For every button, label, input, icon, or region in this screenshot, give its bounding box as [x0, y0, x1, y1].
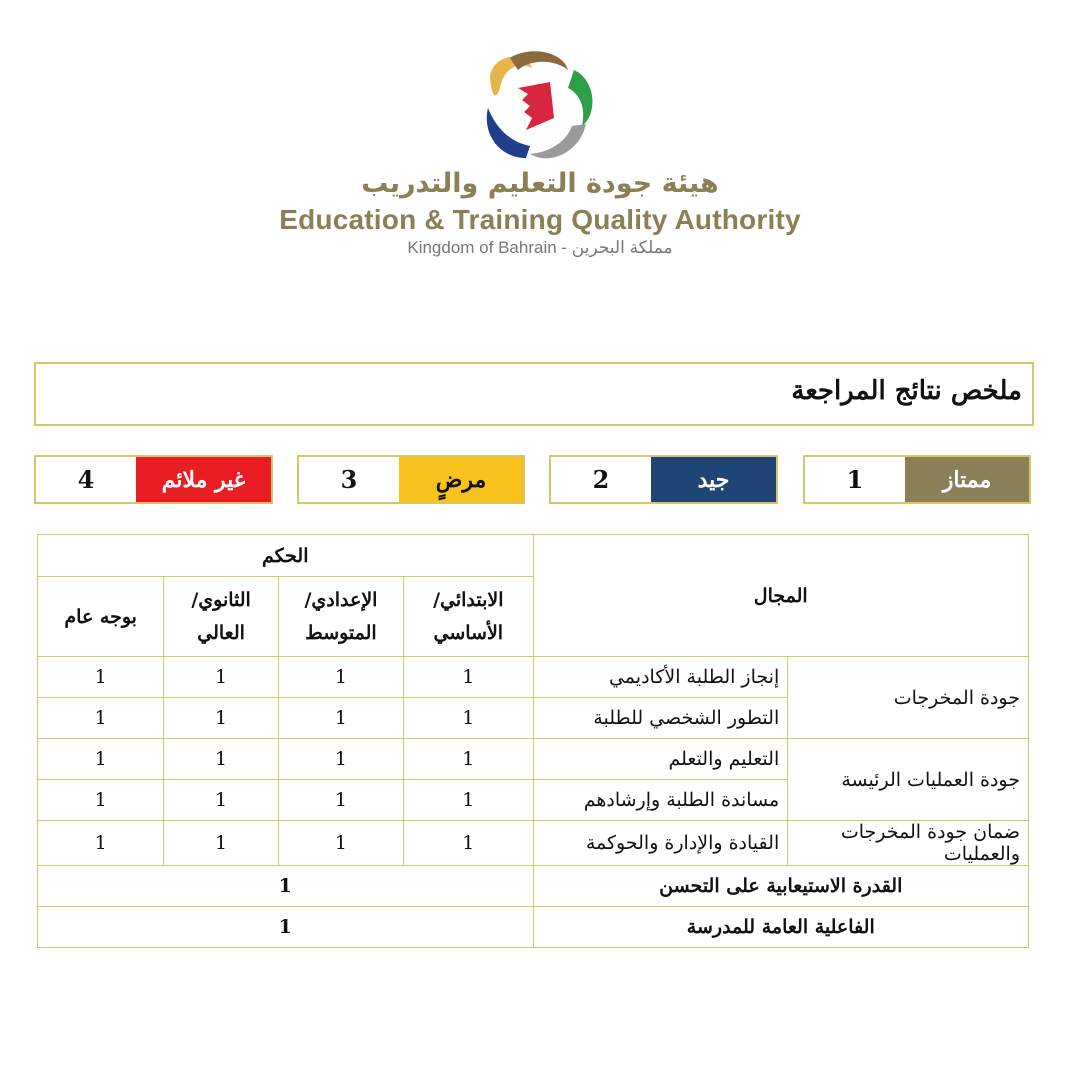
value-cell: 1 — [38, 821, 164, 866]
capacity-label: القدرة الاستيعابية على التحسن — [533, 866, 1028, 907]
domain-header: المجال — [533, 535, 1028, 657]
legend-value: 4 — [36, 457, 136, 502]
indicator-cell: التعليم والتعلم — [533, 739, 788, 780]
logo-arabic-name: هيئة جودة التعليم والتدريب — [361, 168, 719, 199]
value-cell: 1 — [404, 821, 533, 866]
value-cell: 1 — [404, 780, 533, 821]
table-row — [38, 657, 1029, 698]
value-cell: 1 — [164, 821, 279, 866]
header-intermediate: الإعدادي/ المتوسط — [278, 577, 403, 657]
legend-value: 3 — [299, 457, 399, 502]
value-cell: 1 — [164, 657, 279, 698]
review-results-table — [37, 534, 1029, 948]
value-cell: 1 — [404, 698, 533, 739]
judgement-header: الحكم — [38, 535, 534, 577]
legend-label: ممتاز — [905, 457, 1029, 502]
header-secondary: الثانوي/ العالي — [164, 577, 279, 657]
logo-english-name: Education & Training Quality Authority — [279, 204, 801, 235]
legend-item-good — [549, 455, 778, 504]
capacity-value: 1 — [38, 866, 534, 907]
indicator-cell: القيادة والإدارة والحوكمة — [533, 821, 788, 866]
value-cell: 1 — [38, 657, 164, 698]
logo-kingdom: Kingdom of Bahrain - مملكة البحرين — [407, 238, 673, 257]
value-cell: 1 — [278, 780, 403, 821]
domain-cell: ضمان جودة المخرجات والعمليات — [788, 821, 1029, 866]
legend-item-inadequate — [34, 455, 273, 504]
domain-cell: جودة العمليات الرئيسة — [788, 739, 1029, 821]
value-cell: 1 — [278, 739, 403, 780]
header-overall: بوجه عام — [38, 577, 164, 657]
effectiveness-row — [38, 907, 1029, 948]
title-box — [34, 362, 1034, 426]
legend-value: 2 — [551, 457, 651, 502]
value-cell: 1 — [278, 657, 403, 698]
legend-label: مرضٍ — [399, 457, 523, 502]
value-cell: 1 — [404, 739, 533, 780]
legend-item-excellent — [803, 455, 1031, 504]
value-cell: 1 — [404, 657, 533, 698]
value-cell: 1 — [164, 780, 279, 821]
value-cell: 1 — [38, 780, 164, 821]
effectiveness-label: الفاعلية العامة للمدرسة — [533, 907, 1028, 948]
indicator-cell: التطور الشخصي للطلبة — [533, 698, 788, 739]
legend-item-satisfactory — [297, 455, 525, 504]
effectiveness-value: 1 — [38, 907, 534, 948]
indicator-cell: مساندة الطلبة وإرشادهم — [533, 780, 788, 821]
domain-cell: جودة المخرجات — [788, 657, 1029, 739]
value-cell: 1 — [278, 821, 403, 866]
legend-value: 1 — [805, 457, 905, 502]
page-title: ملخص نتائج المراجعة — [791, 376, 1022, 406]
table-row — [38, 739, 1029, 780]
value-cell: 1 — [164, 698, 279, 739]
value-cell: 1 — [164, 739, 279, 780]
etqa-logo-icon — [470, 48, 600, 168]
value-cell: 1 — [278, 698, 403, 739]
header-primary: الابتدائي/ الأساسي — [404, 577, 533, 657]
legend-label: غير ملائم — [136, 457, 271, 502]
legend-label: جيد — [651, 457, 776, 502]
value-cell: 1 — [38, 698, 164, 739]
capacity-row — [38, 866, 1029, 907]
value-cell: 1 — [38, 739, 164, 780]
indicator-cell: إنجاز الطلبة الأكاديمي — [533, 657, 788, 698]
table-row — [38, 821, 1029, 866]
